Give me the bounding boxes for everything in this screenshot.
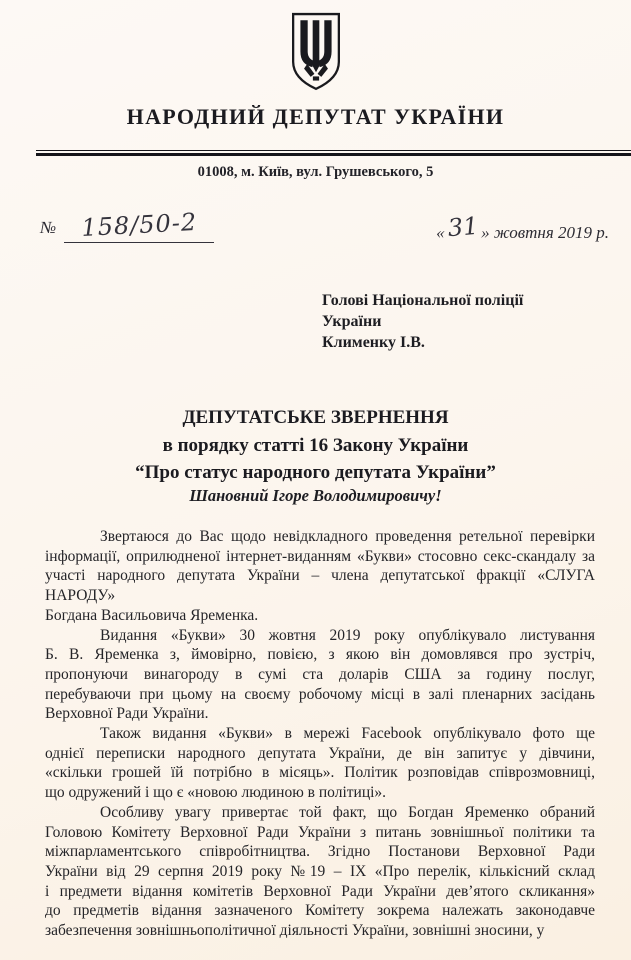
paragraph-line: інформації, оприлюдненої інтернет-виданням «Букви» стосовно секс-скандалу за (45, 547, 595, 565)
paragraph (45, 527, 595, 626)
paragraph (45, 724, 595, 803)
paragraph-line: однієї переписки народного депутата України, де він запитує у дівчини, (45, 744, 595, 762)
addressee-line: Голові Національної поліції (322, 292, 524, 309)
paragraph-line: перебуваючи при цьому на своєму робочому місці в залі пленарних засідань (45, 685, 595, 703)
paragraph (45, 803, 595, 941)
paragraph-line: Видання «Букви» 30 жовтня 2019 року опублікувало листування (100, 626, 595, 644)
paragraph-line: Особливу увагу привертає той факт, що Богдан Яременко обраний (100, 803, 595, 821)
paragraph (45, 626, 595, 725)
date-day-handwritten: 31 (446, 211, 480, 243)
paragraph-line: Б. В. Яременка з, ймовірно, повією, з якою він домовлявся про зустріч, (45, 646, 595, 664)
header-rule (36, 150, 631, 158)
subject-line: ДЕПУТАТСЬКЕ ЗВЕРНЕННЯ (182, 407, 449, 428)
paragraph-line: і предмети відання комітетів Верховної Ради України дев’ятого скликання» (45, 882, 595, 900)
paragraph-line: Верховної Ради України. (45, 705, 209, 723)
body-paragraphs (45, 527, 595, 941)
letterhead-address: 01008, м. Київ, вул. Грушевського, 5 (197, 164, 434, 180)
paragraph-line: забезпечення зовнішньополітичної діяльності України, зовнішні зносини, у (45, 922, 545, 940)
paragraph-line: Звертаюся до Вас щодо невідкладного проведення ретельної перевірки (100, 528, 595, 545)
date-open-quote: « (436, 223, 445, 242)
reference-number-label: № (40, 218, 57, 237)
paragraph-line: «скільки грошей їй потрібно в місяць». Політик розповідав співрозмовниці, (45, 764, 595, 782)
subject-heading (0, 404, 631, 487)
date-close-quote: » (481, 223, 490, 242)
reference-row (40, 204, 609, 254)
paragraph-line: що одружений і що є «новою людиною в політиці». (45, 784, 387, 802)
reference-number-line (64, 204, 214, 243)
letterhead-title: НАРОДНИЙ ДЕПУТАТ УКРАЇНИ (126, 104, 505, 129)
salutation: Шановний Ігоре Володимировичу! (189, 486, 442, 505)
paragraph-line: міжпарламентського співробітництва. Згідно Постанови Верховної Ради (45, 843, 595, 861)
addressee-block (322, 290, 523, 353)
addressee-line: Клименку І.В. (322, 334, 425, 351)
paragraph-line: Головою Комітету Верховної Ради України з питань зовнішньої політики та (45, 823, 595, 841)
paragraph-line: України від 29 серпня 2019 року №19 – ІХ «Про перелік, кількісний склад (45, 862, 595, 880)
paragraph-line: Богдана Васильовича Яременка. (45, 606, 259, 624)
subject-line: в порядку статті 16 Закону України (162, 434, 469, 456)
date-month-year: жовтня 2019 р. (493, 223, 609, 242)
ukraine-trident-icon (290, 12, 342, 92)
addressee-line: України (322, 313, 382, 330)
paragraph-line: до предметів відання зазначеного Комітету зокрема належать законодавче (45, 902, 595, 920)
date-line (436, 211, 609, 244)
paragraph-line: пропонуючи винагороду в сумі ста доларів США за годину послуг, (45, 665, 595, 683)
paragraph-line: участі народного депутата України – члена депутатської фракції «СЛУГА НАРОДУ» (45, 567, 595, 605)
reference-number-handwritten: 158/50-2 (80, 207, 198, 243)
subject-line: “Про статус народного депутата України” (135, 462, 496, 483)
paragraph-line: Також видання «Букви» в мережі Facebook опублікувало фото ще (100, 725, 595, 743)
